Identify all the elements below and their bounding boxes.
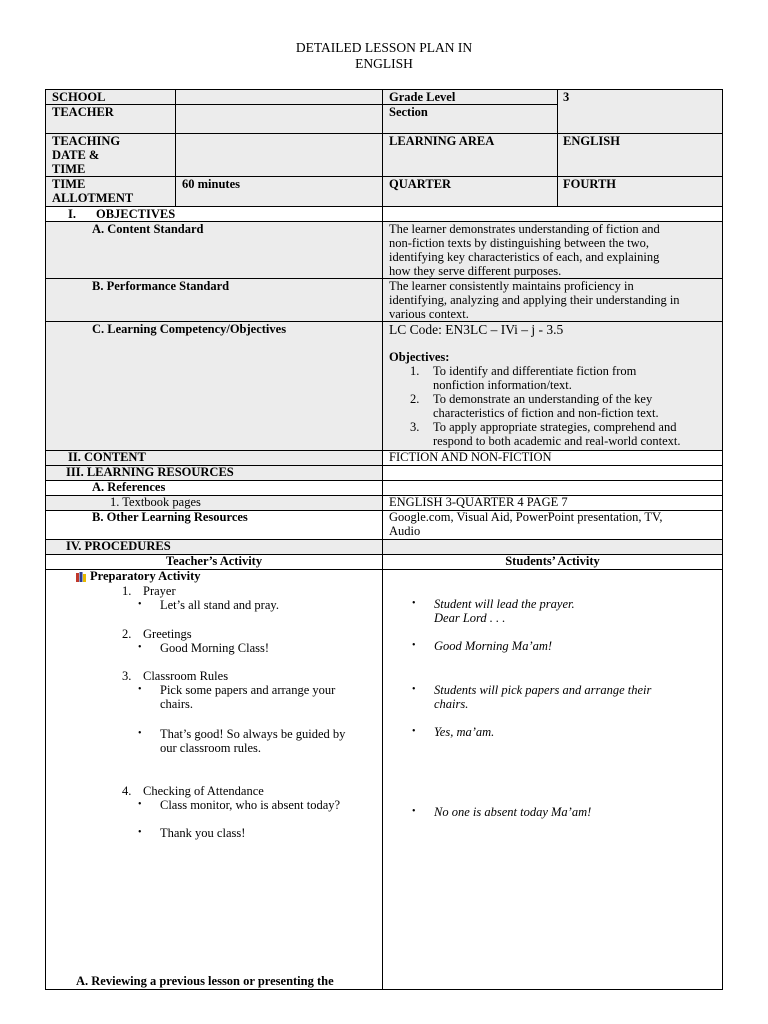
competency-label: C. Learning Competency/Objectives <box>92 322 287 336</box>
bullet: • <box>412 684 416 695</box>
objective-3: To apply appropriate strategies, comprehend and respond to both academic and real-world context. <box>433 420 681 448</box>
bullet: • <box>412 598 416 609</box>
student-prayer: Student will lead the prayer. Dear Lord . . . <box>434 597 575 625</box>
content-heading: II. CONTENT <box>68 450 146 464</box>
teacher-label: TEACHER <box>52 105 114 119</box>
document-title-line2: ENGLISH <box>355 56 413 71</box>
bullet: • <box>138 728 142 739</box>
quarter-value: FOURTH <box>563 177 617 191</box>
time-allotment-label-1: TIME <box>52 177 86 191</box>
teaching-date-label-1: TEACHING <box>52 134 121 148</box>
references-label: A. References <box>92 480 166 494</box>
performance-standard-label: B. Performance Standard <box>92 279 230 293</box>
bullet: • <box>138 642 142 653</box>
bullet: • <box>138 599 142 610</box>
content-value: FICTION AND NON-FICTION <box>389 450 552 464</box>
rules-heading: Classroom Rules <box>143 669 229 683</box>
teaching-date-label-2: DATE & <box>52 148 100 162</box>
preparatory-activity: Preparatory Activity <box>90 569 201 583</box>
learning-area-label: LEARNING AREA <box>389 134 495 148</box>
student-rules-2: Yes, ma’am. <box>434 725 495 739</box>
students-activity-header: Students’ Activity <box>505 554 600 568</box>
objective-2: To demonstrate an understanding of the key characteristics of fiction and non-fiction text. <box>433 392 659 420</box>
teaching-date-label-3: TIME <box>52 162 86 176</box>
objective-3-num: 3. <box>410 420 420 434</box>
attendance-num: 4. <box>122 784 132 798</box>
grade-level-label: Grade Level <box>389 90 456 104</box>
school-label: SCHOOL <box>52 90 106 104</box>
textbook-label: 1. Textbook pages <box>110 495 201 509</box>
bullet: • <box>138 799 142 810</box>
rules-teacher-2: That’s good! So always be guided by our classroom rules. <box>160 727 346 755</box>
other-resources-value: Google.com, Visual Aid, PowerPoint presentation, TV, Audio <box>389 510 663 538</box>
document-title-line1: DETAILED LESSON PLAN IN <box>295 40 473 55</box>
performance-standard-text: The learner consistently maintains proficiency in identifying, analyzing and applying their understanding in various context. <box>389 279 680 321</box>
rules-num: 3. <box>122 669 132 683</box>
student-greetings: Good Morning Ma’am! <box>434 639 553 653</box>
content-standard-label: A. Content Standard <box>92 222 204 236</box>
lc-code: LC Code: EN3LC – IVi – j - 3.5 <box>389 322 564 337</box>
objective-2-num: 2. <box>410 392 420 406</box>
bullet: • <box>412 806 416 817</box>
bullet: • <box>412 726 416 737</box>
resources-heading: III. LEARNING RESOURCES <box>66 465 234 479</box>
attendance-heading: Checking of Attendance <box>143 784 264 798</box>
prayer-teacher: Let’s all stand and pray. <box>160 598 279 612</box>
bullet: • <box>138 827 142 838</box>
bullet: • <box>412 640 416 651</box>
bullet: • <box>138 684 142 695</box>
teacher-activity-header: Teacher’s Activity <box>165 554 263 568</box>
reviewing-heading: A. Reviewing a previous lesson or presenting the <box>76 974 334 988</box>
books-icon <box>75 571 87 583</box>
greetings-teacher: Good Morning Class! <box>160 641 270 655</box>
grade-level-value: 3 <box>563 90 570 104</box>
objectives-subheading: Objectives: <box>389 350 450 364</box>
section-label: Section <box>389 105 428 119</box>
procedures-heading: IV. PROCEDURES <box>66 539 171 553</box>
textbook-value: ENGLISH 3-QUARTER 4 PAGE 7 <box>389 495 568 509</box>
greetings-num: 2. <box>122 627 132 641</box>
objectives-heading-num: I. <box>68 207 76 221</box>
student-attendance: No one is absent today Ma’am! <box>434 805 592 819</box>
greetings-heading: Greetings <box>143 627 192 641</box>
time-allotment-label-2: ALLOTMENT <box>52 191 134 205</box>
learning-area-value: ENGLISH <box>563 134 620 148</box>
prayer-num: 1. <box>122 584 132 598</box>
rules-teacher-1: Pick some papers and arrange your chairs. <box>160 683 336 711</box>
attendance-teacher-1: Class monitor, who is absent today? <box>160 798 341 812</box>
prayer-heading: Prayer <box>143 584 176 598</box>
time-allotment-value: 60 minutes <box>182 177 240 191</box>
other-resources-label: B. Other Learning Resources <box>92 510 248 524</box>
objective-1: To identify and differentiate fiction from nonfiction information/text. <box>433 364 637 392</box>
content-standard-text: The learner demonstrates understanding of fiction and non-fiction texts by distinguishing between the two, identifying key characteristics of each, and explaining how they serve different purposes. <box>389 222 660 278</box>
student-rules-1: Students will pick papers and arrange their chairs. <box>434 683 652 711</box>
attendance-teacher-2: Thank you class! <box>160 826 246 840</box>
objectives-heading: OBJECTIVES <box>96 207 176 221</box>
quarter-label: QUARTER <box>389 177 452 191</box>
objective-1-num: 1. <box>410 364 420 378</box>
